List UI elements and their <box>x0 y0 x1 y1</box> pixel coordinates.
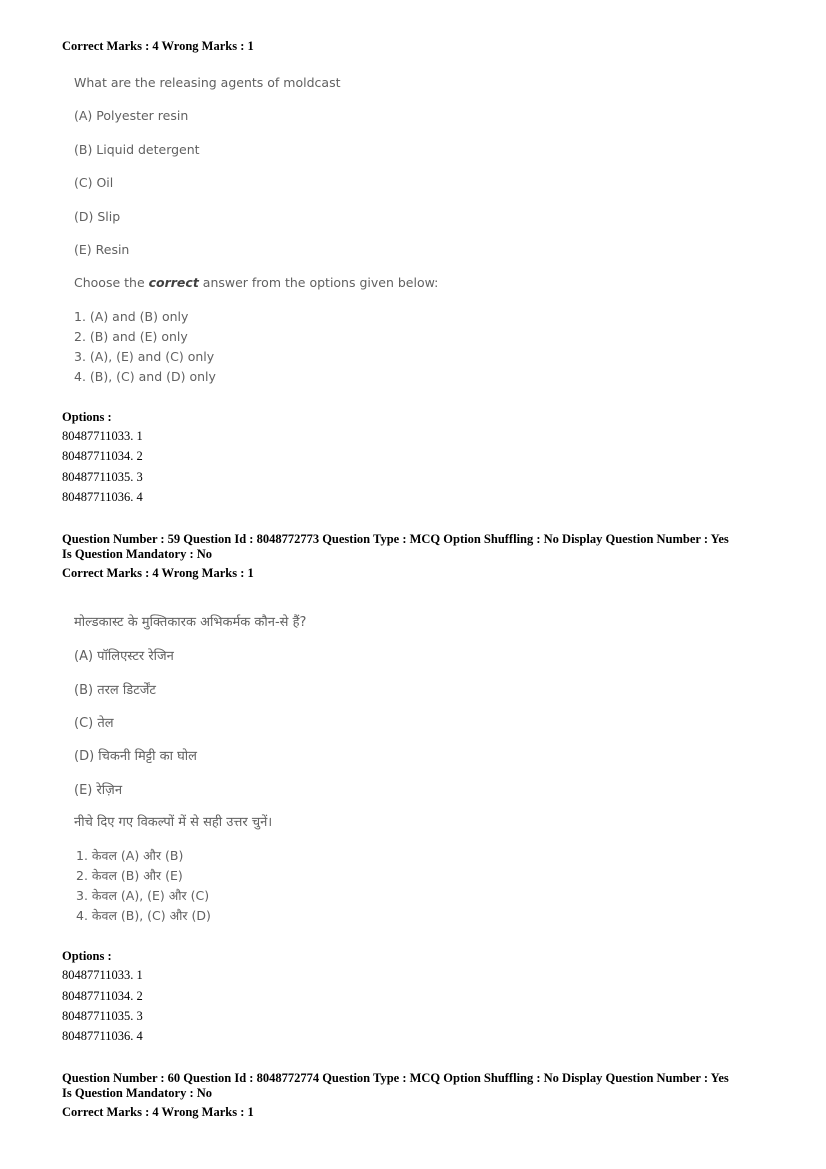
statement-item: (A) पॉलिएस्टर रेजिन <box>74 649 174 664</box>
question-mandatory: Is Question Mandatory : No <box>62 547 213 561</box>
instruction-line: नीचे दिए गए विकल्पों में से सही उत्तर चुनें। <box>74 815 273 830</box>
option-id: 80487711035. 3 <box>62 1009 143 1023</box>
answer-choice: 1. केवल (A) और (B) <box>76 848 184 863</box>
question-header: Question Number : 59 Question Id : 8048772773 Question Type : MCQ Option Shuffling : No Display Question Number : Yes <box>62 532 729 546</box>
option-id: 80487711033. 1 <box>62 429 143 443</box>
statement-item: (A) Polyester resin <box>74 108 189 123</box>
option-id: 80487711034. 2 <box>62 989 143 1003</box>
statement-item: (D) चिकनी मिट्टी का घोल <box>74 749 197 764</box>
statement-item: (E) रेज़िन <box>74 783 123 798</box>
answer-choice: 4. केवल (B), (C) और (D) <box>76 908 211 923</box>
answer-choice: 1. (A) and (B) only <box>74 309 189 324</box>
answer-choice: 2. केवल (B) और (E) <box>76 868 183 883</box>
option-id: 80487711035. 3 <box>62 470 143 484</box>
marks-line: Correct Marks : 4 Wrong Marks : 1 <box>62 566 254 580</box>
statement-item: (B) तरल डिटर्जेंट <box>74 683 156 698</box>
answer-choice: 3. (A), (E) and (C) only <box>74 349 215 364</box>
statement-item: (B) Liquid detergent <box>74 142 200 157</box>
statement-item: (E) Resin <box>74 242 130 257</box>
question-stem: मोल्डकास्ट के मुक्तिकारक अभिकर्मक कौन-से हैं? <box>74 615 307 630</box>
option-id: 80487711036. 4 <box>62 1029 143 1043</box>
options-label: Options : <box>62 410 112 424</box>
option-id: 80487711036. 4 <box>62 490 143 504</box>
question-header: Question Number : 60 Question Id : 8048772774 Question Type : MCQ Option Shuffling : No Display Question Number : Yes <box>62 1071 729 1085</box>
statement-item: (C) तेल <box>74 716 114 731</box>
instruction-line: Choose the correct answer from the options given below: <box>74 275 439 290</box>
marks-line: Correct Marks : 4 Wrong Marks : 1 <box>62 1105 254 1119</box>
option-id: 80487711034. 2 <box>62 449 143 463</box>
question-mandatory: Is Question Mandatory : No <box>62 1086 213 1100</box>
statement-item: (C) Oil <box>74 175 114 190</box>
answer-choice: 3. केवल (A), (E) और (C) <box>76 888 210 903</box>
question-stem: What are the releasing agents of moldcast <box>74 75 341 90</box>
answer-choice: 4. (B), (C) and (D) only <box>74 369 216 384</box>
answer-choice: 2. (B) and (E) only <box>74 329 188 344</box>
marks-line: Correct Marks : 4 Wrong Marks : 1 <box>62 39 254 53</box>
option-id: 80487711033. 1 <box>62 968 143 982</box>
options-label: Options : <box>62 949 112 963</box>
statement-item: (D) Slip <box>74 209 121 224</box>
